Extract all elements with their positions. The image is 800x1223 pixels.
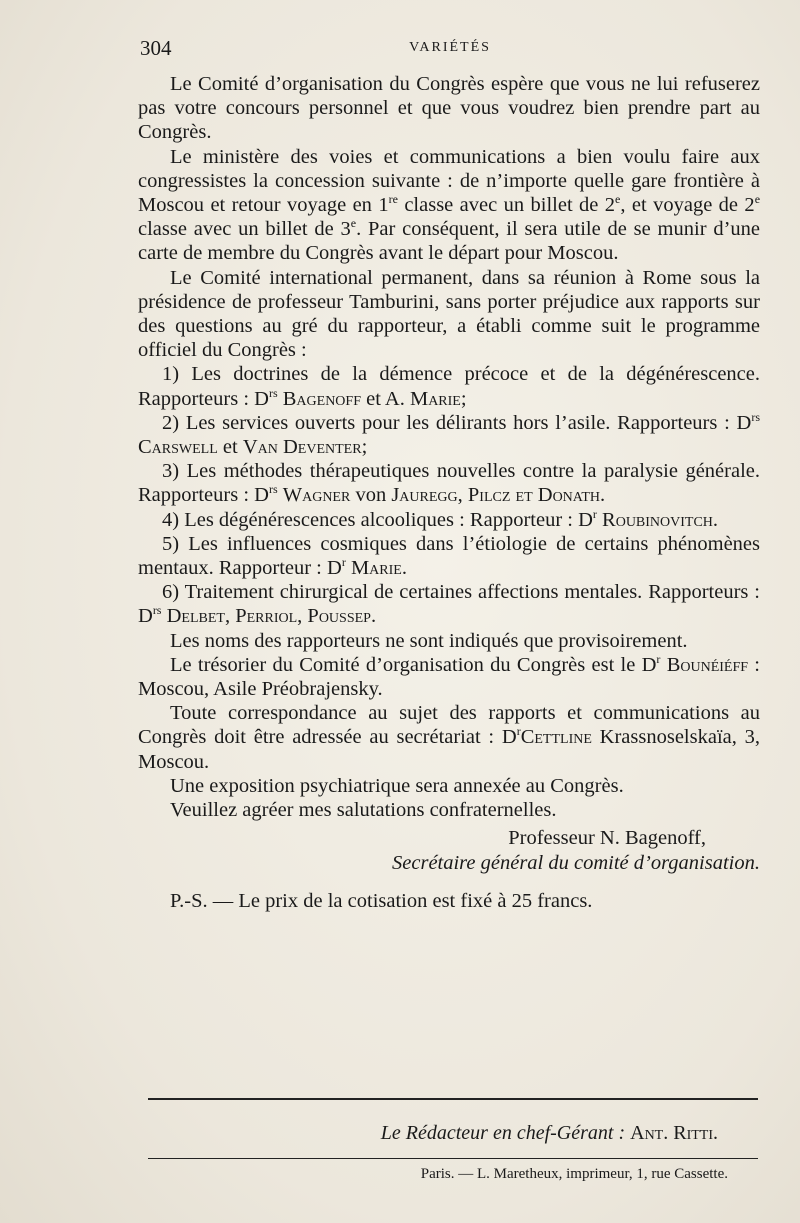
postscript: P.-S. — Le prix de la cotisation est fixé à 25 francs. <box>170 889 593 912</box>
text-run: ; <box>361 436 368 459</box>
paragraph <box>138 653 760 701</box>
superscript: rs <box>152 603 162 618</box>
rapporteur-name: Carswell <box>138 436 218 459</box>
paragraph <box>138 701 760 774</box>
superscript: r <box>341 555 346 570</box>
page-header <box>140 36 760 60</box>
signature-block <box>138 826 760 874</box>
text-run: classe avec un billet de 2 <box>397 194 616 217</box>
superscript: r <box>592 506 597 521</box>
rapporteur-name: Wagner <box>282 484 351 507</box>
superscript: e <box>615 192 621 207</box>
paragraph: Les noms des rapporteurs ne sont indiqués que provisoirement. <box>170 629 688 652</box>
running-title: VARIÉTÉS <box>409 40 491 55</box>
item-text: 2) Les services ouverts pour les délirants hors l’asile. Rapporteurs : D <box>162 411 752 434</box>
divider <box>148 1098 758 1100</box>
text-run: Toute correspondance au sujet des rapports et communications au Congrès doit être adressée au secrétariat : D <box>138 702 760 749</box>
program-list <box>138 362 760 628</box>
item-text: 4) Les dégénérescences alcooliques : Rapporteur : D <box>162 508 593 531</box>
item-text: 1) Les doctrines de la démence précoce et de la dégénérescence. Rapporteurs : D <box>138 363 760 410</box>
divider <box>148 1158 758 1159</box>
rapporteur-name: Roubinovitch <box>602 508 713 531</box>
editor-line <box>148 1122 718 1145</box>
program-item <box>138 508 760 532</box>
text-run: et Donath. <box>510 484 606 507</box>
superscript: rs <box>751 410 760 425</box>
text-run: : Moscou, Asile Préobrajensky. <box>138 653 760 701</box>
superscript: rs <box>268 385 278 400</box>
paragraph: Le Comité d’organisation du Congrès espère que vous ne lui refuserez pas votre concours personnel et que vous voudrez bien prendre part au Congrès. <box>138 73 760 144</box>
treasurer-name: Bounéiéff <box>666 653 749 676</box>
text-run: . <box>370 605 377 628</box>
item-text: 6) Traitement chirurgical de certaines affections mentales. Rapporteurs : D <box>138 581 760 628</box>
editor-name: Ant. Ritti. <box>630 1122 718 1144</box>
secretariat-name: Cettline <box>520 726 592 749</box>
superscript: e <box>350 216 357 231</box>
text-run: Krassnoselskaïa, 3, Moscou. <box>138 726 760 773</box>
rapporteur-name: Marie <box>409 387 461 410</box>
signatory-role: Secrétaire général du comité d’organisation. <box>392 851 760 874</box>
program-item <box>138 362 760 410</box>
item-text: 3) Les méthodes thérapeutiques nouvelles contre la paralysie générale. Rapporteurs : D <box>138 460 760 507</box>
paragraph: Veuillez agréer mes salutations confraternelles. <box>170 799 557 822</box>
program-item <box>138 532 760 580</box>
text-run: et <box>217 436 243 459</box>
signatory-name: Professeur N. Bagenoff, <box>508 827 706 850</box>
item-text: 5) Les influences cosmiques dans l’étiologie de certains phénomènes mentaux. Rapporteur : D <box>138 532 760 580</box>
printer-imprint: Paris. — L. Maretheux, imprimeur, 1, rue Cassette. <box>420 1166 728 1182</box>
text-run: Le ministère des voies et communications a bien voulu faire aux congressistes la concession suivante : de n’importe quelle gare frontière à Moscou et retour voyage en 1 <box>138 145 760 217</box>
rapporteur-name: Jauregg, Pilcz <box>391 484 511 507</box>
text-run: Le trésorier du Comité d’organisation du Congrès est le D <box>170 653 657 676</box>
rapporteur-name: Bagenoff <box>282 387 361 410</box>
page-number: 304 <box>140 36 172 60</box>
program-item <box>138 459 760 507</box>
text-run: classe avec un billet de 3 <box>138 218 351 241</box>
superscript: r <box>516 724 521 739</box>
text-run: , et voyage de 2 <box>620 194 755 217</box>
program-item <box>138 411 760 459</box>
text-run: et A. <box>361 387 410 410</box>
superscript: re <box>388 192 398 207</box>
program-item <box>138 580 760 628</box>
rapporteur-name: Delbet, Perriol, Poussep <box>166 605 371 628</box>
paragraph: Une exposition psychiatrique sera annexée au Congrès. <box>170 774 624 797</box>
text-run: ; <box>460 387 467 410</box>
rapporteur-name: Marie <box>350 557 402 580</box>
rapporteur-name: Van Deventer <box>242 436 362 459</box>
paragraph: Le Comité international permanent, dans sa réunion à Rome sous la présidence de professeur Tamburini, sans porter préjudice aux rapports sur des questions au gré du rapporteur, a établi comme suit le programme officiel du Congrès : <box>138 266 760 362</box>
superscript: e <box>754 192 761 207</box>
main-text <box>138 72 760 913</box>
editor-title: Le Rédacteur en chef-Gérant : <box>380 1122 626 1144</box>
superscript: r <box>656 652 661 667</box>
superscript: rs <box>268 482 278 497</box>
text-run: . Par conséquent, il sera utile de se munir d’une carte de membre du Congrès avant le départ pour Moscou. <box>138 218 760 265</box>
paragraph <box>138 145 760 266</box>
text-run: . <box>712 508 719 531</box>
text-run: von <box>350 484 392 507</box>
text-run: . <box>401 557 407 580</box>
